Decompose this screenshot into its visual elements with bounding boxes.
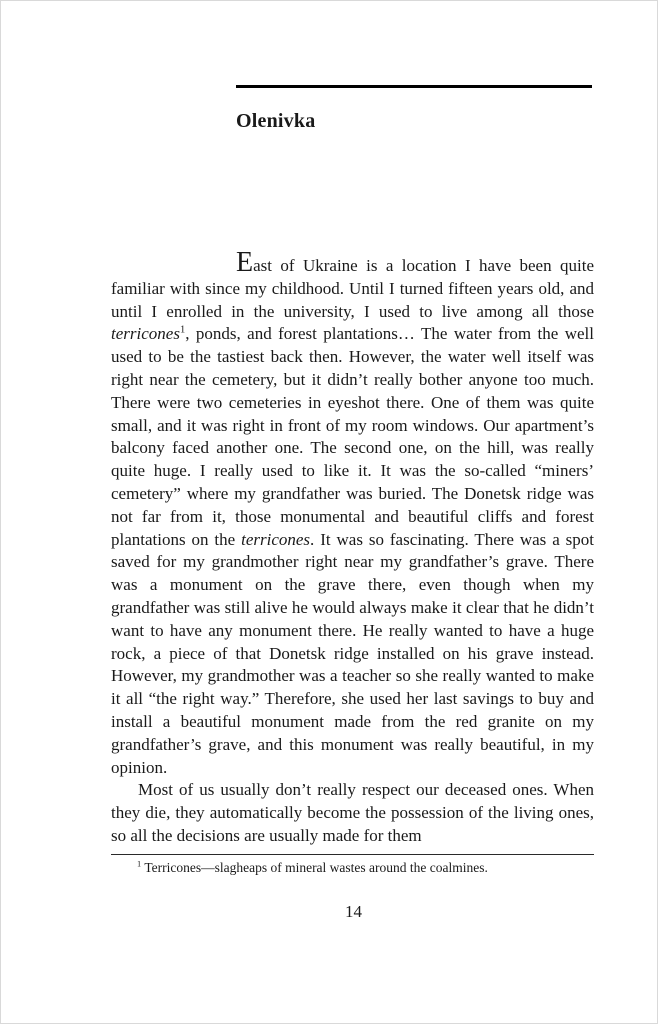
chapter-title: Olenivka bbox=[236, 110, 316, 132]
body-text bbox=[111, 133, 594, 848]
footnote-area bbox=[111, 854, 594, 877]
footnote: $^1$ Terricones—slagheaps of mineral wastes around the coalmines. bbox=[137, 859, 488, 875]
title-rule bbox=[236, 85, 592, 88]
paragraph-second: Most of us usually don’t really respect our deceased ones. When they die, they automatically become the possession of the living ones, so all the decisions are usually made for them bbox=[111, 780, 594, 845]
paragraph-opening: East of Ukraine is a location I have been quite familiar with since my childhood. Until I turned fifteen years old, and until I enrolled in the university, I used to live among all those terricones$^1$, ponds, and forest plantations… The water from the well used to be the tastiest back then. However, the water well itself was right near the cemetery, but it didn’t really bother anyone too much. There were two cemeteries in eyeshot there. One of them was quite small, and it was right in front of my room windows. Our apartment’s balcony faced another one. The second one, on the hill, was really quite huge. I really used to like it. It was the so-called “miners’ cemetery” where my grandfather was buried. The Donetsk ridge was not far from it, those monumental and beautiful cliffs and forest plantations on the terricones. It was so fascinating. There was a spot saved for my grandmother right near my grandfather’s grave. There was a monument on the grave there, even though when my grandfather was still alive he would always make it clear that he didn’t want to have any monument there. He really wanted to have a huge rock, a piece of that Donetsk ridge installed on his grave instead. However, my grandmother was a teacher so she really wanted to make it all “the right way.” Therefore, she used her last savings to buy and install a beautiful monument made from the red granite on my grandfather’s grave, and this monument was really beautiful, in my opinion. bbox=[111, 247, 595, 777]
chapter-header bbox=[236, 1, 592, 133]
footnote-rule bbox=[111, 854, 594, 855]
page-number: 14 bbox=[345, 902, 362, 921]
